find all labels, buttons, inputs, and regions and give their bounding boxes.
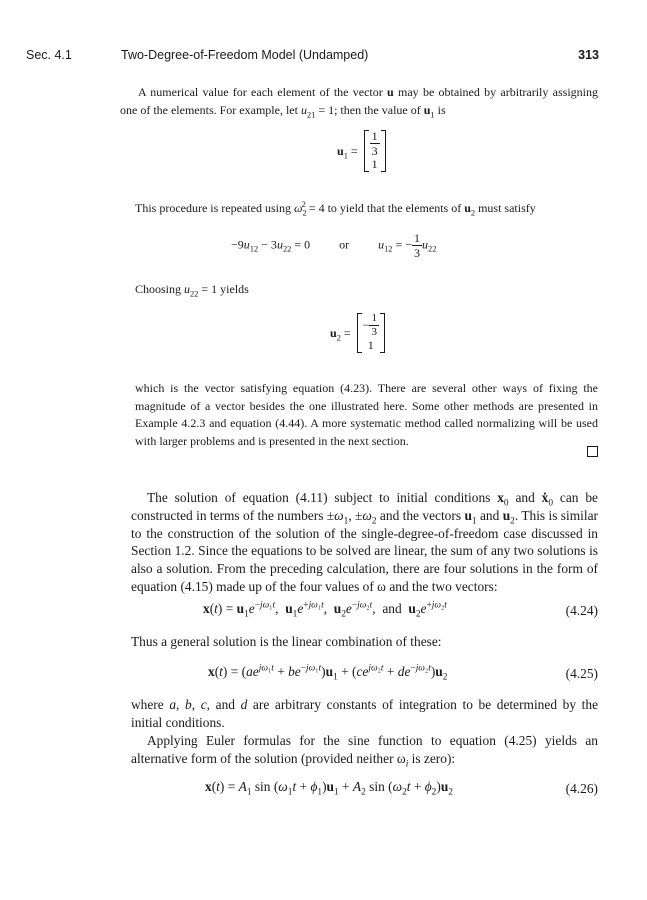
body-paragraph-1: The solution of equation (4.11) subject to initial conditions $x_0$ and ẋ$_0$ can be constructed in terms of the numbers $\pm\omega_1$, $\pm\omega_2$ and the vectors $u_1$ and $u_2$. This is similar to the construction of the solution of the single-degree-of-freedom case discussed in Section 1.2. Since the equations to be solved are linear, the sum of any two solutions is also a solution. From the preceding calculation, there are four solutions in the form of equation (4.15) made up of the four values of ω and the two vectors: xyxy=(131,490,599,594)
example-paragraph-3: Choosing $u_{22} = 1$ yields xyxy=(135,282,249,299)
example-paragraph-4: which is the vector satisfying equation (4.23). There are several other ways of fixing the magnitude of a vector besides the one illustrated here. Some other methods are presented in Example 4.2.3 and equation (4.44). A more systematic method called normalizing will be used with larger problems and is presented in the next section. xyxy=(135,381,598,448)
component-equation: $-9u_{12} - 3u_{22} = 0$ or $u_{12}$ = − $\frac{1}{3}$ $u_{22}$ xyxy=(231,231,437,260)
example-paragraph-1: A numerical value for each element of the vector u may be obtained by arbitrarily assigning one of the elements. For example, let $u_{21} = 1$; then the value of $u_1$ is xyxy=(120,85,599,119)
equation-number-4-26: (4.26) xyxy=(565,781,598,796)
body-paragraph-2: Thus a general solution is the linear combination of these: xyxy=(131,634,442,649)
running-header xyxy=(26,48,599,64)
end-of-example-box xyxy=(587,446,598,457)
equation-number-4-25: (4.25) xyxy=(565,666,598,681)
equation-4-24: $x(t) = u_1e^{-j\omega_1t}$, $u_1e^{+j\omega_1t}$, $u_2e^{-j\omega_2t}$, and $u_2e^{+j\omega_2t}$ xyxy=(203,600,447,620)
section-label: Sec. 4.1 xyxy=(26,48,72,62)
chapter-title: Two-Degree-of-Freedom Model (Undamped) xyxy=(121,48,369,62)
equation-4-26: $x(t) = A_1$ $\sin (\omega_1t + \phi_1)u_1 + A_2$ $\sin (\omega_2t + \phi_2)u_2$ xyxy=(205,779,453,798)
equation-4-25: $x(t) = (ae^{j\omega_1t} + be^{-j\omega_1t})u_1 + (ce^{j\omega_2t} + de^{-j\omega_2t})u_2$ xyxy=(208,663,448,683)
equation-number-4-24: (4.24) xyxy=(565,603,598,618)
vector-u1: $u_1$ = $\frac{1}{3}$ 1 xyxy=(337,130,386,172)
body-paragraph-3: where a, b, c, and d are arbitrary constants of integration to be determined by the initial conditions. xyxy=(131,697,599,730)
page-number: 313 xyxy=(578,48,599,62)
example-paragraph-2: This procedure is repeated using $\omega_2^2 = 4$ to yield that the elements of $u_2$ must satisfy xyxy=(135,200,536,218)
body-paragraph-4: Applying Euler formulas for the sine function to equation (4.25) yields an alternative form of the solution (provided neither $\omega_i$ is zero): xyxy=(131,733,598,770)
vector-u2: $u_2$ = − $\frac{1}{3}$ 1 xyxy=(330,313,385,353)
